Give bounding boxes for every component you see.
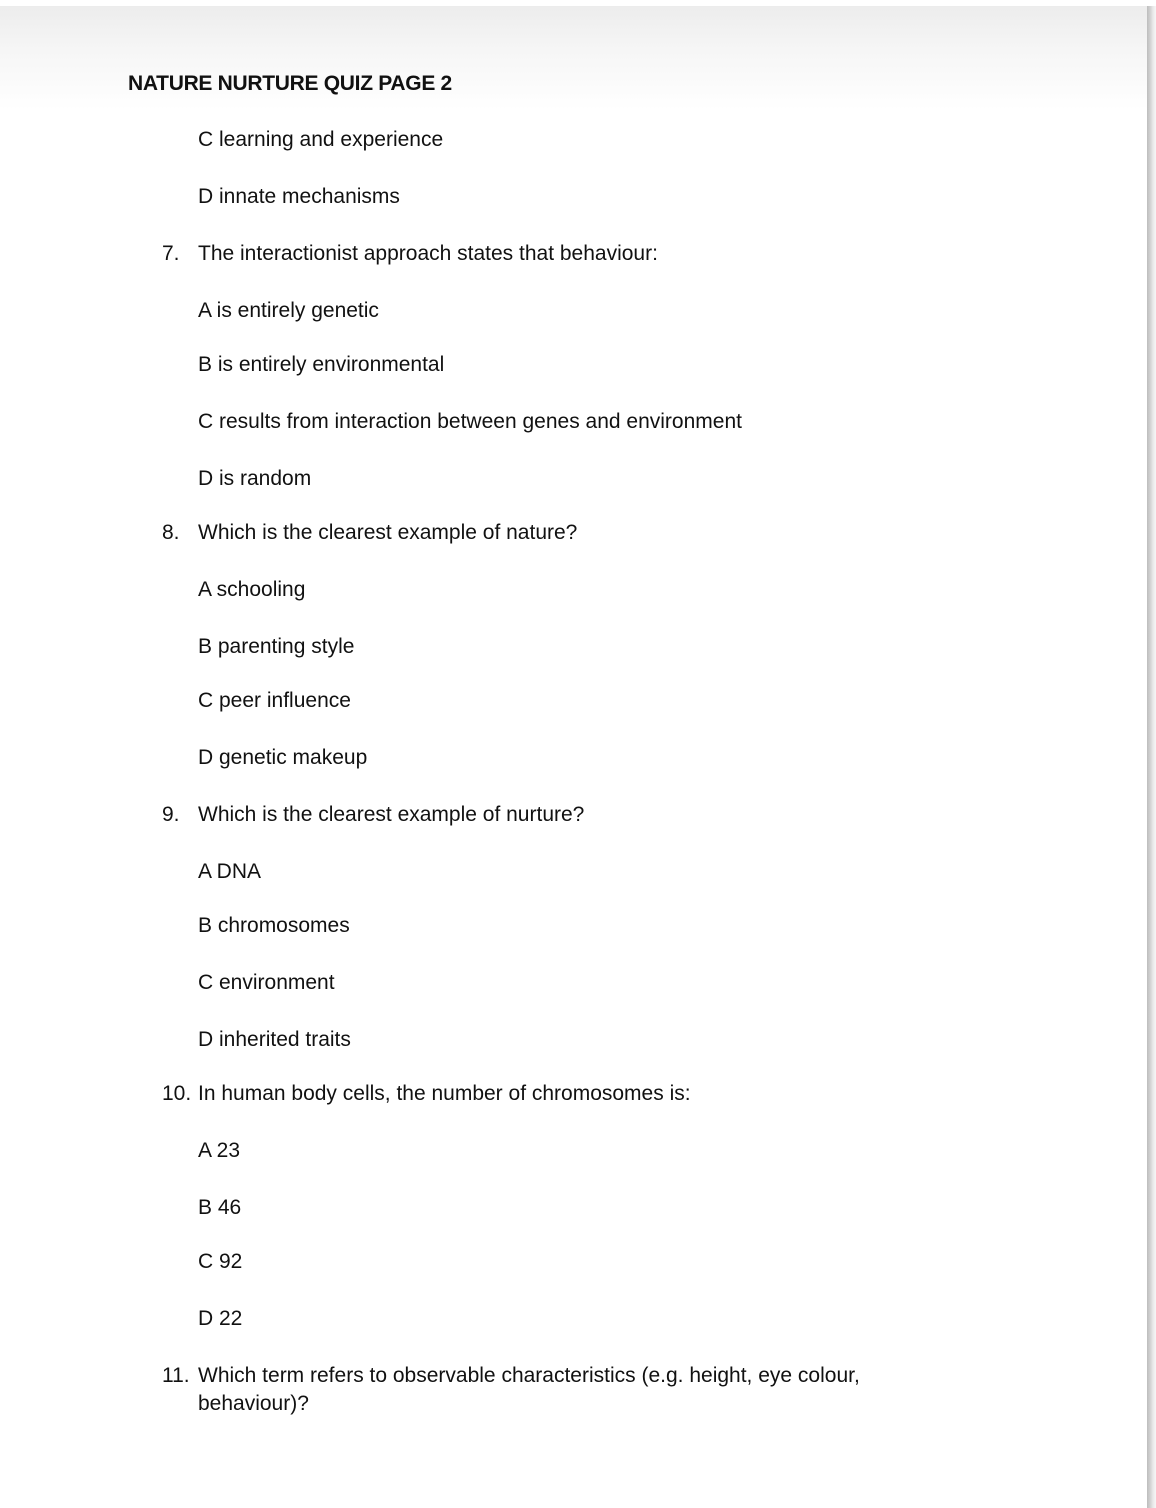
answer-option: C 92 <box>198 1250 243 1273</box>
answer-option: D innate mechanisms <box>198 185 400 208</box>
page-edge-shadow <box>1147 6 1156 1508</box>
question-text: The interactionist approach states that behaviour: <box>198 242 658 265</box>
answer-option: A is entirely genetic <box>198 299 379 322</box>
answer-option: D genetic makeup <box>198 746 368 769</box>
answer-option: C peer influence <box>198 689 351 712</box>
top-edge <box>0 0 1156 6</box>
answer-option: B is entirely environmental <box>198 353 445 376</box>
answer-option: A schooling <box>198 578 306 601</box>
answer-option: B chromosomes <box>198 914 350 937</box>
page-title: NATURE NURTURE QUIZ PAGE 2 <box>128 72 452 95</box>
answer-option: A 23 <box>198 1139 241 1162</box>
answer-option: D 22 <box>198 1307 243 1330</box>
answer-option: B 46 <box>198 1196 242 1219</box>
answer-option: A DNA <box>198 860 262 883</box>
question-text: In human body cells, the number of chromosomes is: <box>198 1082 691 1105</box>
answer-option: C results from interaction between genes and environment <box>198 410 742 433</box>
question-text: Which term refers to observable characteristics (e.g. height, eye colour, behaviour)? <box>198 1364 860 1415</box>
answer-option: D is random <box>198 467 312 490</box>
question-number: 8. <box>162 521 180 544</box>
answer-option: C environment <box>198 971 335 994</box>
question-text: Which is the clearest example of nurture? <box>198 803 585 826</box>
question-text: Which is the clearest example of nature? <box>198 521 578 544</box>
question-number: 9. <box>162 803 180 826</box>
question-number: 10. <box>162 1082 192 1105</box>
question-number: 11. <box>162 1364 190 1387</box>
answer-option: B parenting style <box>198 635 355 658</box>
answer-option: C learning and experience <box>198 128 444 151</box>
question-number: 7. <box>162 242 180 265</box>
answer-option: D inherited traits <box>198 1028 351 1051</box>
